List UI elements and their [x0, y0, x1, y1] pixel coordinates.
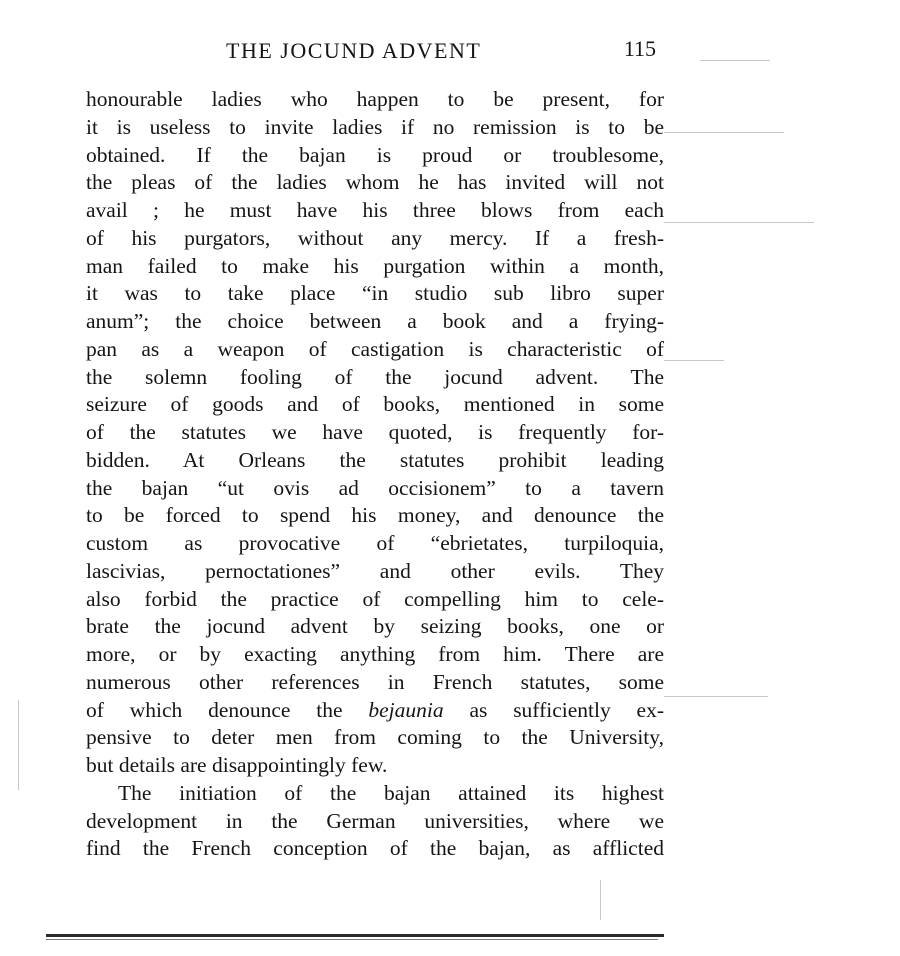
- scan-noise: [18, 700, 19, 790]
- scan-noise: [664, 360, 724, 361]
- page-number: 115: [623, 36, 656, 61]
- text-line: the bajan “ut ovis ad occisionem” to a tavern: [86, 475, 664, 500]
- text-line: obtained. If the bajan is proud or troublesome,: [86, 142, 664, 167]
- text-line: the solemn fooling of the jocund advent. The: [86, 364, 664, 389]
- body-text: [86, 86, 664, 863]
- scan-noise: [664, 696, 768, 697]
- text-line: find the French conception of the bajan, as afflicted: [86, 836, 664, 861]
- text-line: custom as provocative of “ebrietates, turpiloquia,: [86, 531, 664, 555]
- scan-noise: [700, 60, 770, 61]
- page-bottom-rule-shadow: [46, 939, 658, 940]
- page-header: [222, 38, 658, 72]
- text-line: of his purgators, without any mercy. If a fresh-: [86, 225, 664, 250]
- text-line: avail ; he must have his three blows from each: [86, 198, 664, 222]
- text-line: of the statutes we have quoted, is frequently for-: [86, 420, 664, 444]
- text-line: man failed to make his purgation within a month,: [86, 253, 664, 278]
- text-line: the pleas of the ladies whom he has invited will not: [86, 170, 664, 195]
- italic-term-bejaunia: bejaunia: [368, 697, 444, 722]
- scan-noise: [664, 222, 814, 223]
- text-line: it is useless to invite ladies if no remission is to be: [86, 114, 664, 139]
- text-line: pan as a weapon of castigation is characteristic of: [86, 336, 664, 361]
- text-line: it was to take place “in studio sub libro super: [86, 281, 664, 306]
- text-segment: of which denounce the: [86, 697, 369, 722]
- text-line: anum”; the choice between a book and a frying-: [86, 309, 664, 333]
- text-line: seizure of goods and of books, mentioned in some: [86, 392, 664, 417]
- text-line: numerous other references in French statutes, some: [86, 669, 664, 694]
- page-bottom-rule: [46, 934, 664, 937]
- text-line: also forbid the practice of compelling him to cele-: [86, 586, 664, 611]
- paragraph-first-line: The initiation of the bajan attained its highest: [118, 780, 664, 805]
- scan-noise: [664, 132, 784, 133]
- text-line: honourable ladies who happen to be present, for: [86, 87, 664, 111]
- scan-noise: [600, 880, 601, 920]
- text-line: bidden. At Orleans the statutes prohibit leading: [86, 447, 664, 472]
- text-line-with-italic: [86, 697, 664, 725]
- text-line: brate the jocund advent by seizing books, one or: [86, 614, 664, 639]
- text-line: pensive to deter men from coming to the University,: [86, 725, 664, 750]
- paragraph-last-line: but details are disappointingly few.: [86, 753, 388, 777]
- running-title: THE JOCUND ADVENT: [226, 38, 482, 63]
- text-line: development in the German universities, where we: [86, 808, 664, 833]
- text-line: to be forced to spend his money, and denounce the: [86, 503, 664, 528]
- text-line: lascivias, pernoctationes” and other evils. They: [86, 558, 664, 583]
- text-line: more, or by exacting anything from him. There are: [86, 642, 664, 666]
- text-segment: as sufficiently ex-: [443, 697, 664, 722]
